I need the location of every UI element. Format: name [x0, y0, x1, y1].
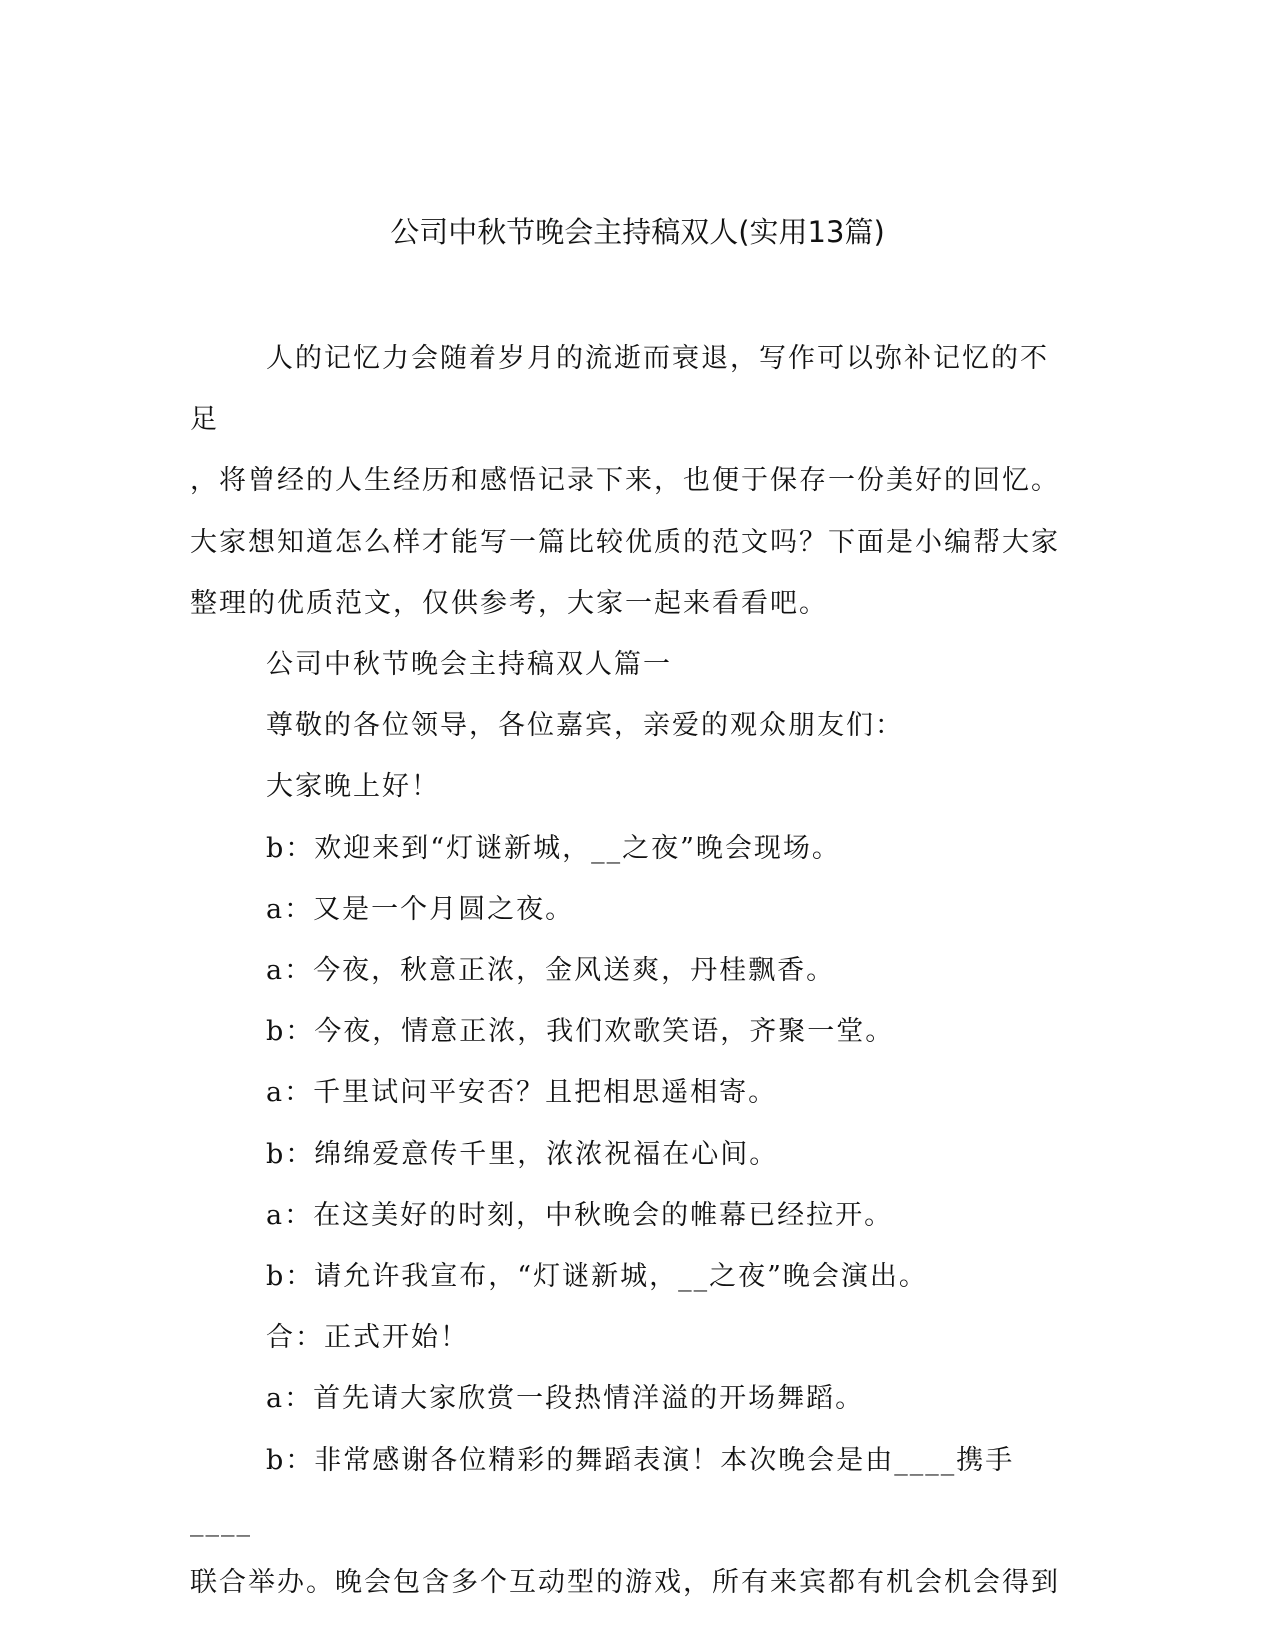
paragraph: 合：正式开始！: [266, 1322, 469, 1354]
paragraph: 尊敬的各位领导，各位嘉宾，亲爱的观众朋友们：: [266, 710, 904, 742]
paragraph: b：绵绵爱意传千里，浓浓祝福在心间。: [266, 1138, 779, 1170]
document-title: 公司中秋节晚会主持稿双人(实用13篇): [390, 215, 885, 249]
section-heading: 公司中秋节晚会主持稿双人篇一: [266, 649, 672, 681]
paragraph: b：今夜，情意正浓，我们欢歌笑语，齐聚一堂。: [266, 1016, 895, 1048]
document-body: [190, 328, 1070, 1613]
paragraph: a：在这美好的时刻，中秋晚会的帷幕已经拉开。: [266, 1199, 894, 1231]
paragraph: a：今夜，秋意正浓，金风送爽，丹桂飘香。: [266, 955, 836, 987]
paragraph: b：请允许我宣布，“灯谜新城，__之夜”晚会演出。: [266, 1261, 928, 1293]
intro-paragraph: 人的记忆力会随着岁月的流逝而衰退，写作可以弥补记忆的不足 ，将曾经的人生经历和感悟记录下来，也便于保存一份美好的回忆。 大家想知道怎么样才能写一篇比较优质的范文吗？下面是小编帮大家 整理的优质范文，仅供参考，大家一起来看看吧。: [190, 343, 1060, 619]
paragraph: a：千里试问平安否？且把相思遥相寄。: [266, 1077, 778, 1109]
paragraph: a：又是一个月圆之夜。: [266, 893, 575, 925]
paragraph: 大家晚上好！: [266, 771, 440, 803]
paragraph: a：首先请大家欣赏一段热情洋溢的开场舞蹈。: [266, 1383, 865, 1415]
paragraph: b：欢迎来到“灯谜新城，__之夜”晚会现场。: [266, 832, 841, 864]
paragraph: b：非常感谢各位精彩的舞蹈表演！本次晚会是由____携手____ 联合举办。晚会包含多个互动型的游戏，所有来宾都有机会机会得到: [190, 1444, 1060, 1599]
